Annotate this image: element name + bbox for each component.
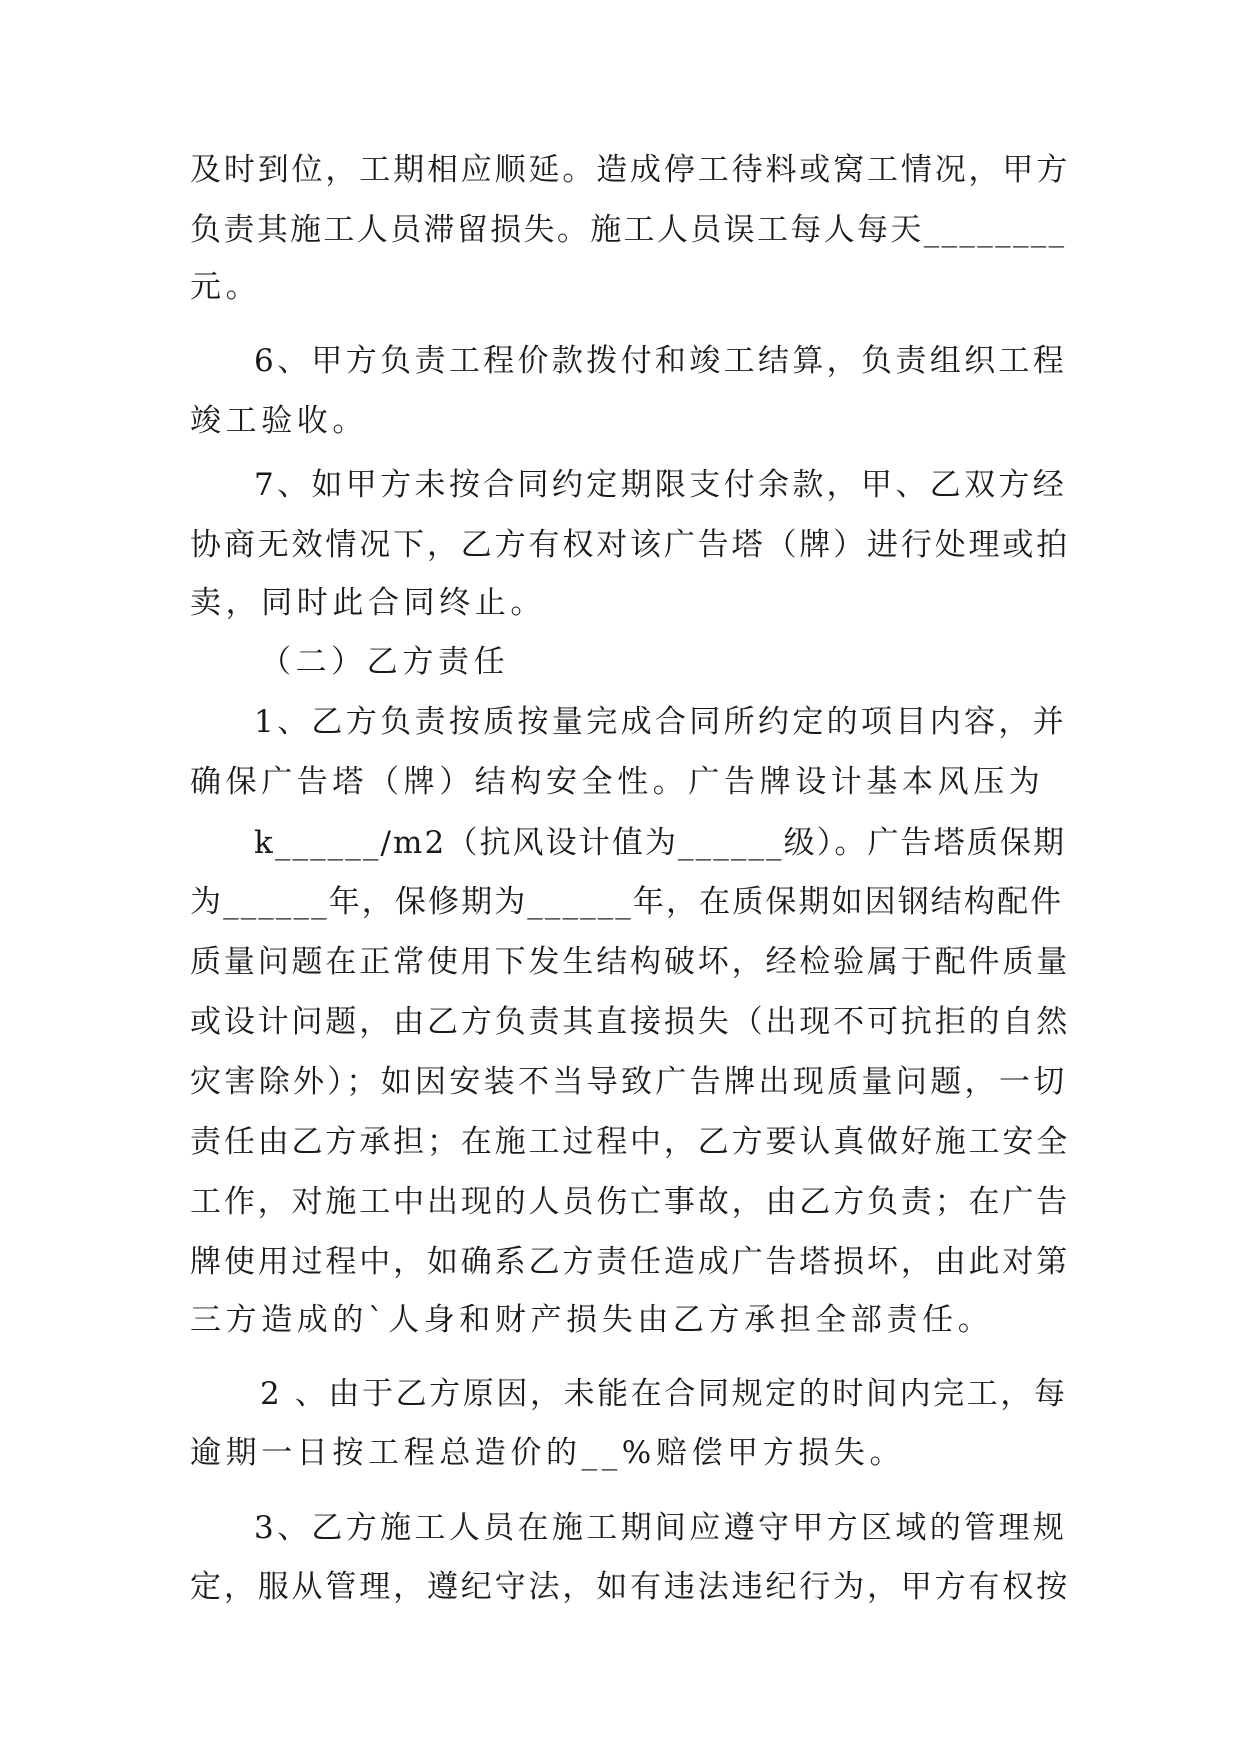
text-line-24: 定，服从管理，遵纪守法，如有违法违纪行为，甲方有权按 [190,1569,1071,1605]
text-line-13: 为______年，保修期为______年，在质保期如因钢结构配件 [190,884,1064,920]
text-line-18: 工作，对施工中出现的人员伤亡事故，由乙方负责；在广告 [190,1184,1071,1220]
text-line-17: 责任由乙方承担；在施工过程中，乙方要认真做好施工安全 [190,1124,1071,1160]
text-line-3: 元。 [190,269,262,305]
text-line-1: 及时到位，工期相应顺延。造成停工待料或窝工情况，甲方 [190,152,1071,188]
text-line-20: 三方造成的`人身和财产损失由乙方承担全部责任。 [190,1302,994,1338]
text-line-6: 7、如甲方未按合同约定期限支付余款，甲、乙双方经 [254,467,1068,503]
text-line-8: 卖，同时此合同终止。 [190,585,546,621]
text-line-7: 协商无效情况下，乙方有权对该广告塔（牌）进行处理或拍 [190,527,1071,563]
text-line-15: 或设计问题，由乙方负责其直接损失（出现不可抗拒的自然 [190,1004,1071,1040]
text-line-9: （二）乙方责任 [260,644,510,680]
text-line-12: k______/m2（抗风设计值为______级）。广告塔质保期 [254,825,1067,861]
text-line-5: 竣工验收。 [190,403,368,439]
text-line-23: 3、乙方施工人员在施工期间应遵守甲方区域的管理规 [254,1510,1068,1546]
text-line-10: 1、乙方负责按质按量完成合同所约定的项目内容，并 [254,704,1068,740]
text-line-21: 2 、由于乙方原因，未能在合同规定的时间内完工，每 [260,1376,1068,1412]
text-line-16: 灾害除外）；如因安装不当导致广告牌出现质量问题，一切 [190,1064,1068,1100]
text-line-11: 确保广告塔（牌）结构安全性。广告牌设计基本风压为 [190,764,1045,800]
text-line-22: 逾期一日按工程总造价的__%赔偿甲方损失。 [190,1435,906,1471]
text-line-2: 负责其施工人员滞留损失。施工人员误工每人每天________ [190,212,1067,248]
text-line-19: 牌使用过程中，如确系乙方责任造成广告塔损坏，由此对第 [190,1244,1071,1280]
text-line-14: 质量问题在正常使用下发生结构破坏，经检验属于配件质量 [190,944,1071,980]
text-line-4: 6、甲方负责工程价款拨付和竣工结算，负责组织工程 [254,343,1068,379]
